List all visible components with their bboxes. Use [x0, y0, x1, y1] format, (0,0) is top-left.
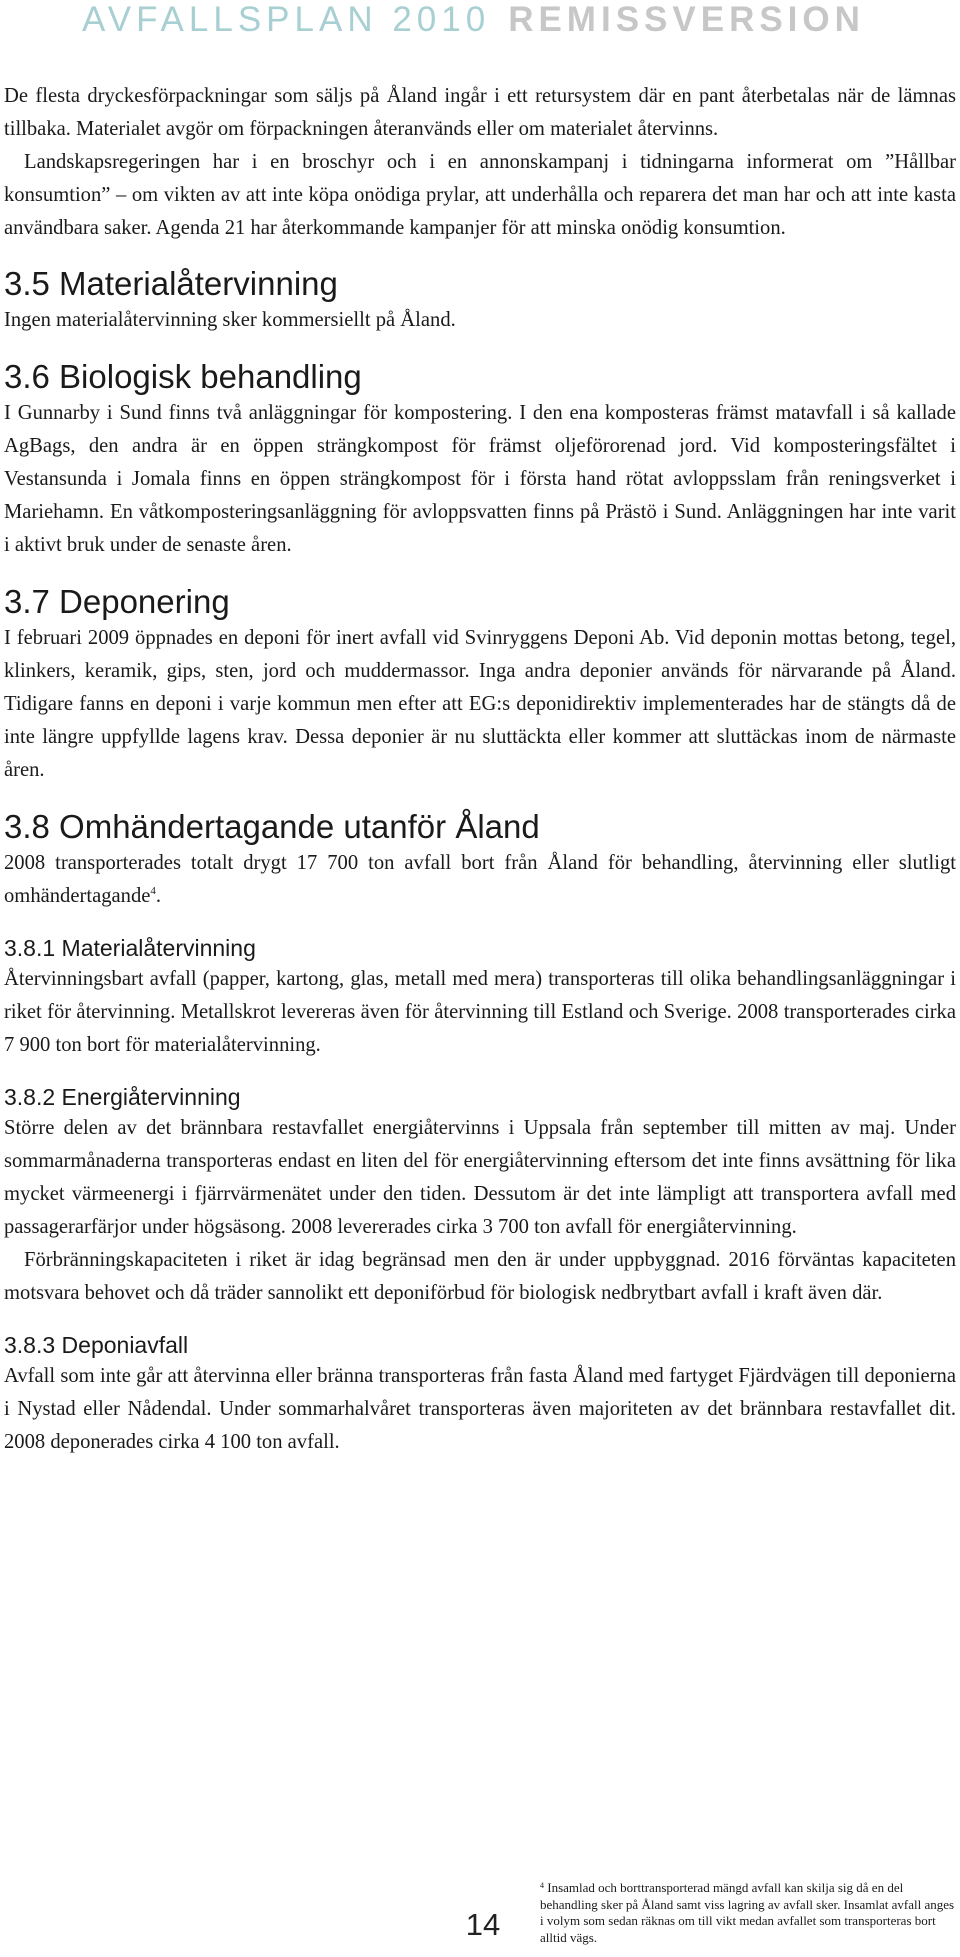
intro-paragraph-2: Landskapsregeringen har i en broschyr och i en annonskampanj i tidningarna informerat om ”Hållbar konsumtion” – om vikten av att inte köpa onödiga prylar, att underhålla och reparera det man har och att inte kasta användbara saker. Agenda 21 har återkommande kampanjer för att minska onödig konsumtion. — [4, 151, 956, 239]
footnote-text: Insamlad och borttransporterad mängd avfall kan skilja sig då en del behandling sker på Åland samt viss lagring av avfall sker. Insamlat avfall anges i volym som sedan räknas om till vikt medan avfallet som transporteras bort alltid vägs. — [540, 1880, 955, 1945]
section-3-8-3-paragraph: Avfall som inte går att återvinna eller bränna transporteras från fasta Åland med fartyget Fjärdvägen till deponierna i Nystad eller Nådendal. Under sommarhalvåret transporteras även majoriteten av det brännbara restavfallet dit. 2008 deponerades cirka 4 100 ton avfall. — [4, 1365, 956, 1453]
section-3-8-2-paragraph-2: Förbränningskapaciteten i riket är idag begränsad men den är under uppbyggnad. 2016 förväntas kapaciteten motsvara behovet och då träder sannolikt ett deponiförbud för biologisk nedbrytbart avfall i kraft även där. — [4, 1249, 956, 1304]
footnote-marker: 4 — [540, 1881, 544, 1890]
section-3-5-heading: 3.5 Materialåtervinning — [4, 265, 338, 302]
section-3-8-heading: 3.8 Omhändertagande utanför Åland — [4, 808, 540, 845]
section-3-8-text-end: . — [155, 885, 162, 907]
section-3-5-paragraph: Ingen materialåtervinning sker kommersiellt på Åland. — [4, 309, 456, 331]
section-3-8-text: 2008 transporterades totalt drygt 17 700 ton avfall bort från Åland för behandling, återvinning eller slutligt omhändertagande — [4, 852, 956, 907]
footnote — [540, 1880, 958, 1946]
intro-paragraph-1: De flesta dryckesförpackningar som säljs på Åland ingår i ett retursystem där en pant återbetalas när de lämnas tillbaka. Materialet avgör om förpackningen återanvänds eller om materialet återvinns. — [4, 85, 956, 140]
footnote-reference: 4 — [150, 885, 156, 897]
section-3-8-3-heading: 3.8.3 Deponiavfall — [4, 1332, 189, 1358]
section-3-8-2-heading: 3.8.2 Energiåtervinning — [4, 1084, 241, 1110]
page-number: 14 — [465, 1907, 501, 1942]
section-3-7-heading: 3.7 Deponering — [4, 583, 230, 620]
section-3-8-1-heading: 3.8.1 Materialåtervinning — [4, 935, 256, 961]
main-content — [4, 80, 956, 1459]
section-3-8-2-paragraph-1: Större delen av det brännbara restavfallet energiåtervinns i Uppsala från september till mitten av maj. Under sommarmånaderna transporteras endast en liten del för energiåtervinning eftersom det inte finns avsättning för lika mycket värmeenergi i fjärrvärmenätet under den tiden. Dessutom är det inte lämpligt att transportera avfall med passagerarfärjor under högsäsong. 2008 levererades cirka 3 700 ton avfall för energiåtervinning. — [4, 1117, 956, 1238]
section-3-6-heading: 3.6 Biologisk behandling — [4, 358, 362, 395]
section-3-6-paragraph: I Gunnarby i Sund finns två anläggningar för kompostering. I den ena komposteras främst matavfall i så kallade AgBags, den andra är en öppen strängkompost för främst oljeförorenad jord. Vid komposteringsfältet i Vestansunda i Jomala finns en öppen strängkompost för i första hand rötat avloppsslam från reningsverket i Mariehamn. En våtkomposteringsanläggning för avloppsvatten finns på Prästö i Sund. Anläggningen har inte varit i aktivt bruk under de senaste åren. — [4, 402, 956, 556]
header-version: REMISSVERSION — [508, 0, 865, 39]
header-title: AVFALLSPLAN 2010 — [82, 0, 491, 39]
section-3-8-paragraph — [4, 847, 956, 913]
section-3-8-1-paragraph: Återvinningsbart avfall (papper, kartong, glas, metall med mera) transporteras till olika behandlingsanläggningar i riket för återvinning. Metallskrot levereras även för återvinning till Estland och Sverige. 2008 transporterades cirka 7 900 ton bort för materialåtervinning. — [4, 968, 956, 1056]
section-3-7-paragraph: I februari 2009 öppnades en deponi för inert avfall vid Svinryggens Deponi Ab. Vid deponin mottas betong, tegel, klinkers, keramik, gips, sten, jord och muddermassor. Inga andra deponier används för närvarande på Åland. Tidigare fanns en deponi i varje kommun men efter att EG:s deponidirektiv implementerades har de stängts då de inte längre uppfyllde lagens krav. Dessa deponier är nu sluttäckta eller kommer att sluttäckas inom de närmaste åren. — [4, 627, 956, 781]
page-header — [82, 0, 865, 40]
